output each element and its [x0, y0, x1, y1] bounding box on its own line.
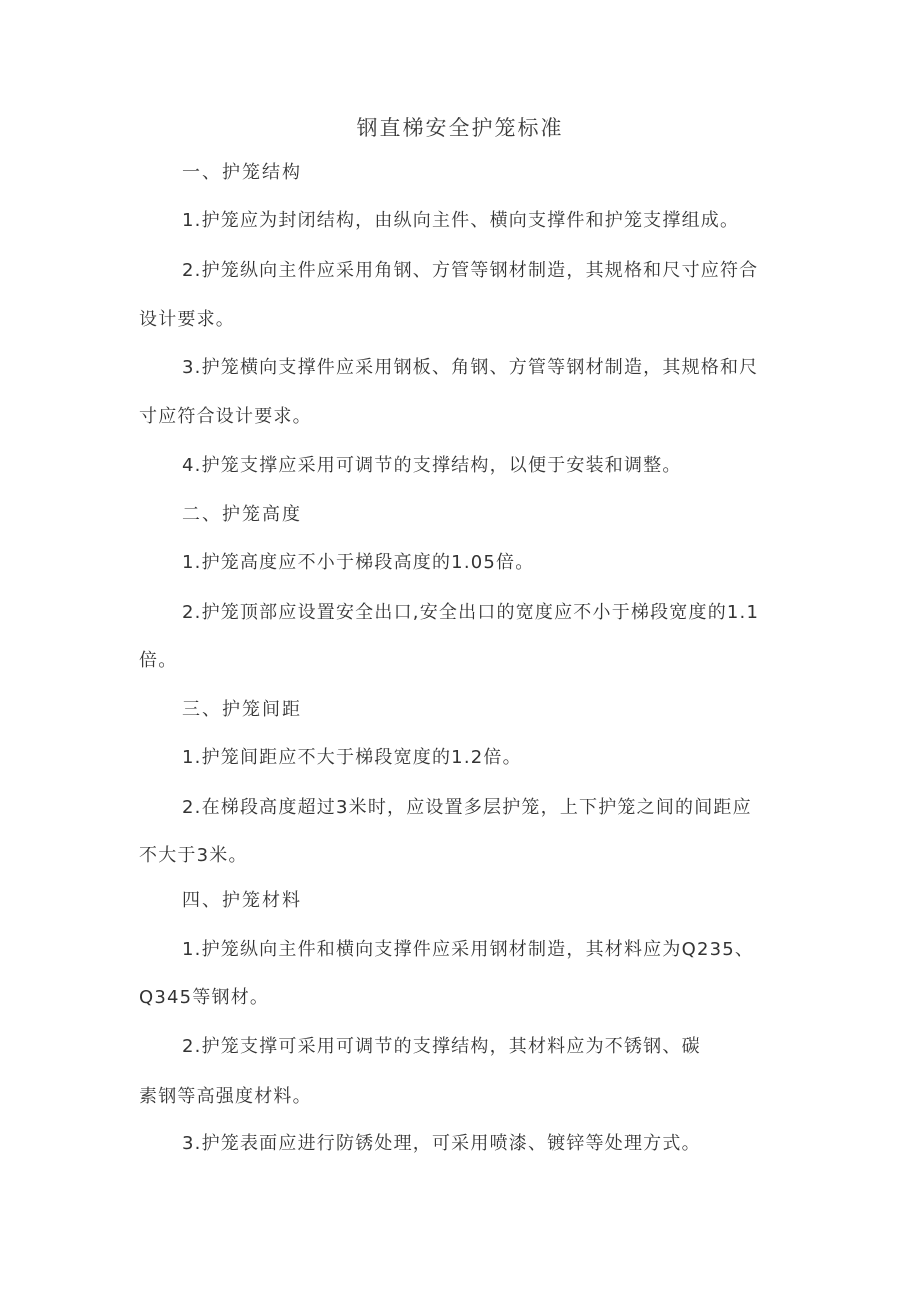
paragraph-line: 素钢等高强度材料。 — [139, 1086, 312, 1107]
paragraph-line: 1.护笼间距应不大于梯段宽度的1.2倍。 — [182, 747, 522, 768]
paragraph-line: 不大于3米。 — [139, 845, 248, 866]
section-heading: 四、护笼材料 — [182, 890, 302, 911]
document-title: 钢直梯安全护笼标准 — [356, 116, 564, 140]
paragraph-line: Q345等钢材。 — [139, 987, 270, 1008]
paragraph-line: 1.护笼高度应不小于梯段高度的1.05倍。 — [182, 552, 535, 573]
paragraph-line: 倍。 — [139, 650, 178, 671]
paragraph-line: 2.在梯段高度超过3米时，应设置多层护笼，上下护笼之间的间距应 — [182, 797, 752, 818]
paragraph-line: 2.护笼顶部应设置安全出口,安全出口的宽度应不小于梯段宽度的1.1 — [182, 602, 760, 623]
paragraph-line: 设计要求。 — [139, 309, 235, 330]
paragraph-line: 1.护笼纵向主件和横向支撑件应采用钢材制造，其材料应为Q235、 — [182, 939, 755, 960]
paragraph-line: 1.护笼应为封闭结构，由纵向主件、横向支撑件和护笼支撑组成。 — [182, 210, 740, 231]
paragraph-line: 寸应符合设计要求。 — [139, 406, 312, 427]
section-heading: 二、护笼高度 — [182, 504, 302, 525]
paragraph-line: 3.护笼表面应进行防锈处理，可采用喷漆、镀锌等处理方式。 — [182, 1133, 701, 1154]
section-heading: 三、护笼间距 — [182, 699, 302, 720]
section-heading: 一、护笼结构 — [182, 162, 302, 183]
paragraph-line: 3.护笼横向支撑件应采用钢板、角钢、方管等钢材制造，其规格和尺 — [182, 357, 759, 378]
paragraph-line: 4.护笼支撑应采用可调节的支撑结构，以便于安装和调整。 — [182, 455, 682, 476]
paragraph-line: 2.护笼支撑可采用可调节的支撑结构，其材料应为不锈钢、碳 — [182, 1036, 701, 1057]
paragraph-line: 2.护笼纵向主件应采用角钢、方管等钢材制造，其规格和尺寸应符合 — [182, 260, 759, 281]
